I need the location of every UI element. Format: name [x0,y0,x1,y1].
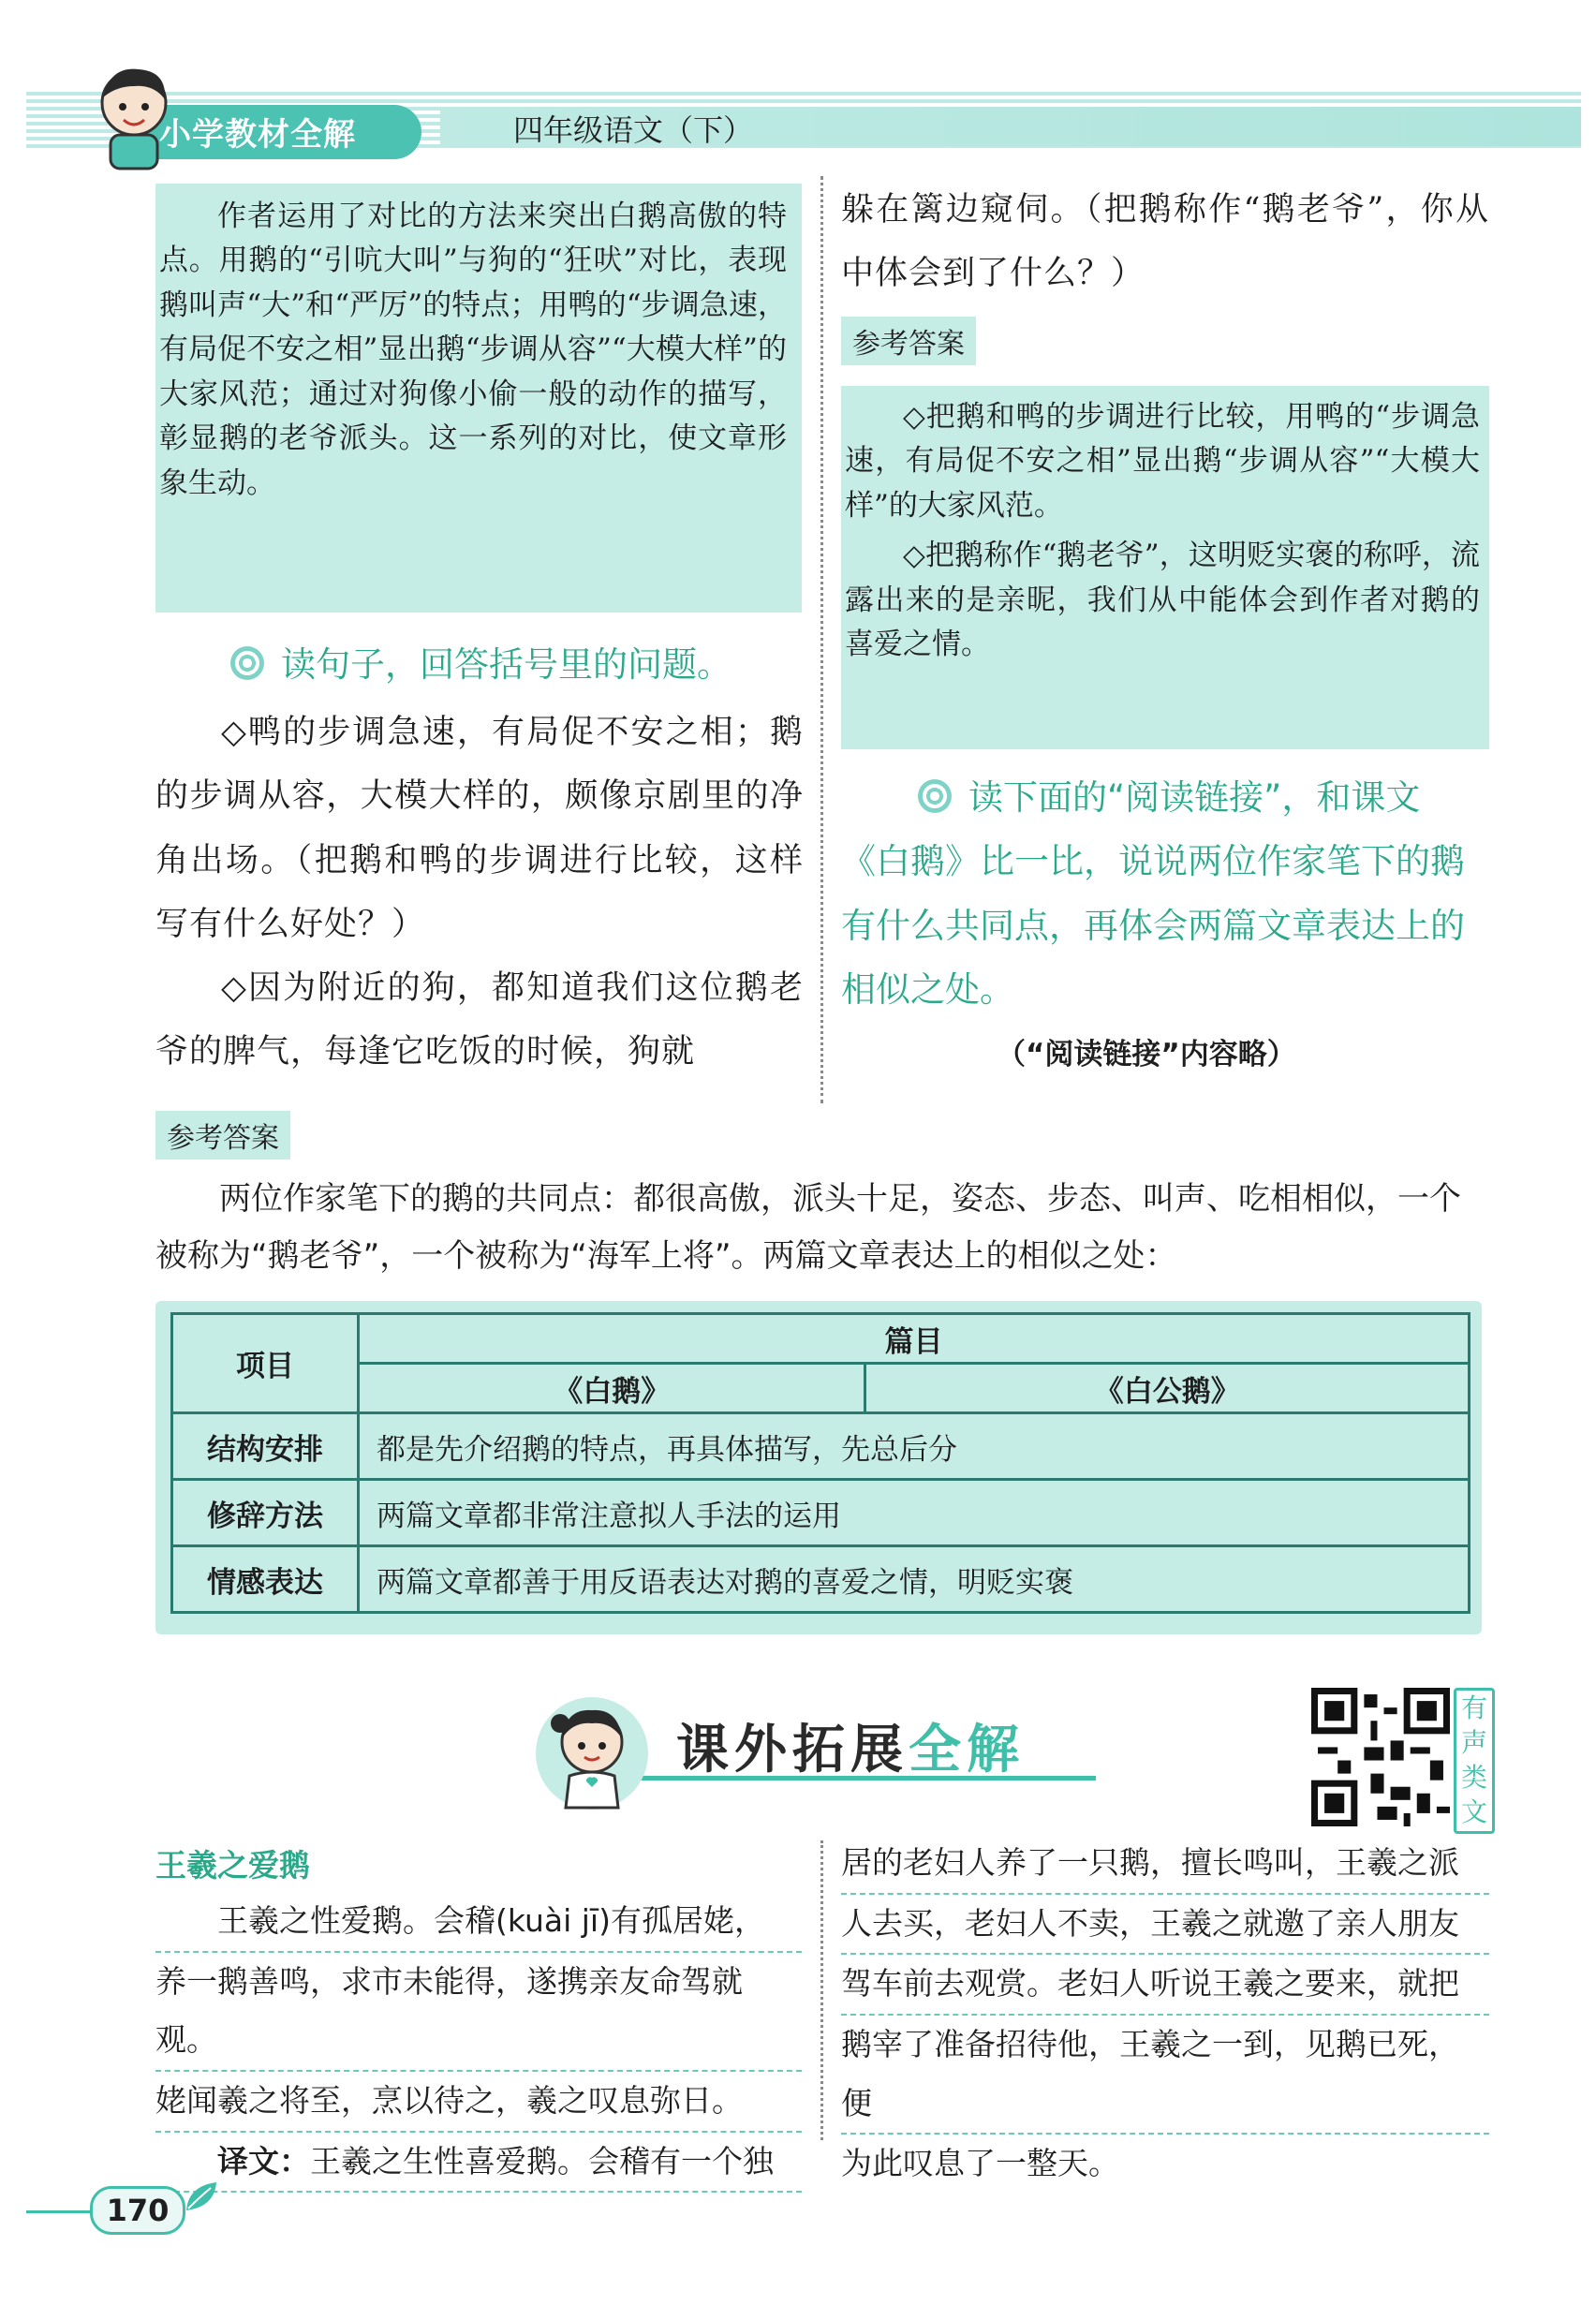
audio-text-tag: 有声类文 [1454,1688,1495,1834]
story-line: 王羲之性爱鹅。会稽(kuài jī)有孤居姥， [155,1892,802,1953]
table-row-value: 两篇文章都非常注意拟人手法的运用 [359,1480,1470,1546]
swirl-icon [918,779,952,813]
story-line: 养一鹅善鸣，求市未能得，遂携亲友命驾就观。 [155,1953,802,2072]
table-row [172,1546,1470,1613]
table-header-item: 项目 [172,1314,359,1413]
story-left-column [155,1892,802,2193]
leaf-icon [183,2179,220,2216]
answer-tag-2: 参考答案 [155,1111,290,1160]
table-row-label: 情感表达 [172,1546,359,1613]
brand-title: 小学教材全解 [159,116,356,154]
expansion-title: 课外拓展全解 [676,1720,1025,1780]
answer-2-text: 两位作家笔下的鹅的共同点：都很高傲，派头十足，姿态、步态、叫声、吃相相似，一个被称为“鹅老爷”，一个被称为“海军上将”。两篇文章表达上的相似之处： [155,1180,1461,1275]
table-header-group: 篇目 [359,1314,1470,1364]
table-row-label: 结构安排 [172,1413,359,1480]
question-2-note: （“阅读链接”内容略） [997,1038,1296,1071]
question-1-para-2: ◇因为附近的狗，都知道我们这位鹅老爷的脾气，每逢它吃饭的时候，狗就 [155,969,804,1071]
story-line: 译文：王羲之生性喜爱鹅。会稽有一个独 [155,2133,802,2194]
analysis-panel [155,184,802,613]
story-line: 人去买，老妇人不卖，王羲之就邀了亲人朋友 [841,1895,1489,1956]
answer-1-panel [841,386,1489,749]
analysis-text: 作者运用了对比的方法来突出白鹅高傲的特点。用鹅的“引吭大叫”与狗的“狂吠”对比，表现鹅叫声“大”和“严厉”的特点；用鸭的“步调急速，有局促不安之相”显出鹅“步调从容”“大模大样”的大家风范；通过对狗像小偷一般的动作的描写，彰显鹅的老爷派头。这一系列的对比，使文章形象生动。 [159,199,787,500]
story-right-column [841,1834,1489,2194]
girl-mascot-icon [532,1690,652,1817]
page-number: 170 [90,2186,185,2235]
story-line: 姥闻羲之将至，烹以待之，羲之叹息弥日。 [155,2072,802,2133]
story-line: 居的老妇人养了一只鹅，擅长鸣叫，王羲之派 [841,1834,1489,1895]
answer-1-a: ◇把鹅和鸭的步调进行比较，用鸭的“步调急速，有局促不安之相”显出鹅“步调从容”“大模大样”的大家风范。 [845,400,1480,523]
translation-label: 译文： [217,2142,310,2179]
answer-tag-1: 参考答案 [841,317,976,365]
subject-title: 四年级语文（下） [513,112,754,148]
question-1-title: 读句子，回答括号里的问题。 [230,633,811,697]
story-column-divider [820,1840,823,2140]
story-line: 鹅宰了准备招待他，王羲之一到，见鹅已死，便 [841,2016,1489,2135]
question-1-para-1: ◇鸭的步调急速，有局促不安之相；鹅的步调从容，大模大样的，颇像京剧里的净角出场。（把鹅和鸭的步调进行比较，这样写有什么好处？） [155,714,804,943]
table-row-value: 都是先介绍鹅的特点，再具体描写，先总后分 [359,1413,1470,1480]
table-row [172,1480,1470,1546]
table-header-b: 《白公鹅》 [865,1364,1470,1413]
question-2-title: 读下面的“阅读链接”，和课文《白鹅》比一比，说说两位作家笔下的鹅有什么共同点，再体会两篇文章表达上的相似之处。 [841,777,1465,1011]
story-title: 王羲之爱鹅 [155,1847,310,1884]
swirl-icon [230,646,264,680]
table-row-value: 两篇文章都善于用反语表达对鹅的喜爱之情，明贬实褒 [359,1546,1470,1613]
question-1-body [155,701,804,1086]
table-row [172,1413,1470,1480]
column-divider [820,176,823,1103]
table-header-a: 《白鹅》 [359,1364,865,1413]
answer-1-b: ◇把鹅称作“鹅老爷”，这明贬实褒的称呼，流露出来的是亲昵，我们从中能体会到作者对鹅的喜爱之情。 [845,539,1480,662]
story-line: 驾车前去观赏。老妇人听说王羲之要来，就把 [841,1955,1489,2016]
table-row-label: 修辞方法 [172,1480,359,1546]
comparison-table [170,1312,1470,1614]
qr-code-icon[interactable] [1311,1688,1450,1826]
story-line: 为此叹息了一整天。 [841,2145,1119,2182]
question-1-para-2-continued: 躲在篱边窥伺。（把鹅称作“鹅老爷”，你从中体会到了什么？） [841,191,1489,293]
